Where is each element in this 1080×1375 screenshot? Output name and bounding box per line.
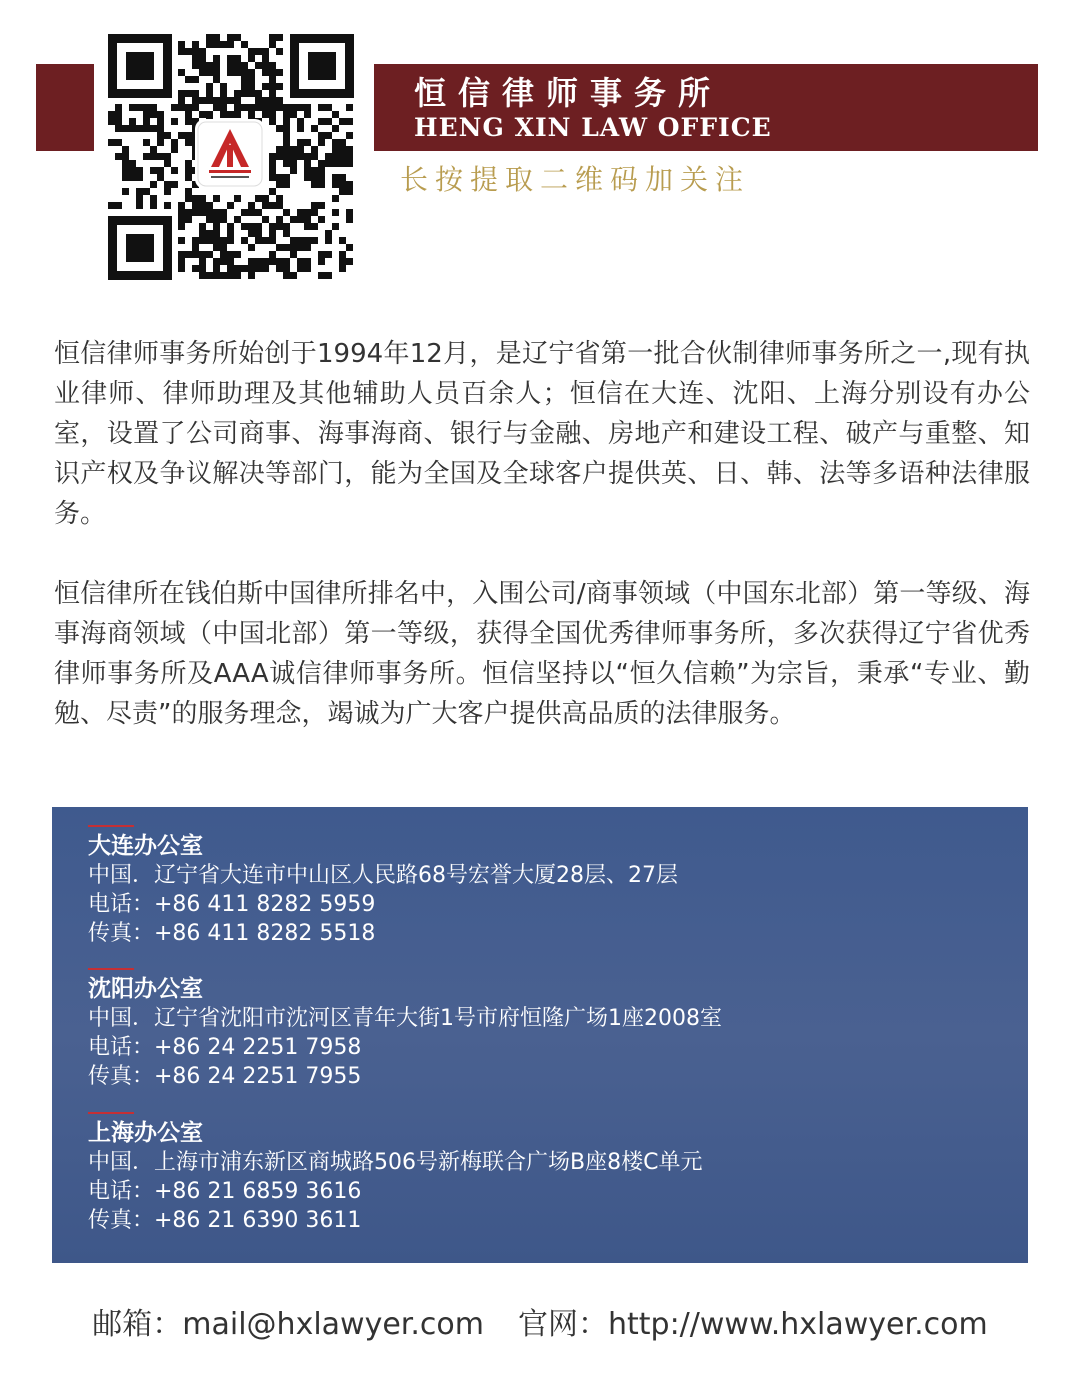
office-fax: 传真：+86 24 2251 7955 [88, 1064, 362, 1089]
office-name: 上海办公室 [88, 1120, 203, 1146]
office-dalian [88, 825, 988, 948]
office-name: 大连办公室 [88, 833, 203, 859]
intro-paragraph-2: 恒信律所在钱伯斯中国律所排名中，入围公司/商事领域（中国东北部）第一等级、海事海商领域（中国北部）第一等级，获得全国优秀律师事务所，多次获得辽宁省优秀律师事务所及AAA诚信律师事务所。恒信坚持以“恒久信赖”为宗旨，秉承“专业、勤勉、尽责”的服务理念，竭诚为广大客户提供高品质的法律服务。 [54, 579, 1030, 729]
office-fax: 传真：+86 411 8282 5518 [88, 921, 376, 946]
office-contact-panel [52, 807, 1028, 1263]
office-phone[interactable]: 电话：+86 24 2251 7958 [88, 1035, 362, 1060]
office-shanghai [88, 1112, 988, 1235]
office-divider [88, 968, 134, 970]
intro-paragraph-1: 恒信律师事务所始创于1994年12月，是辽宁省第一批合伙制律师事务所之一,现有执业律师、律师助理及其他辅助人员百余人；恒信在大连、沈阳、上海分别设有办公室，设置了公司商事、海事海商、银行与金融、房地产和建设工程、破产与重整、知识产权及争议解决等部门，能为全国及全球客户提供英、日、韩、法等多语种法律服务。 [54, 339, 1030, 529]
office-fax: 传真：+86 21 6390 3611 [88, 1208, 362, 1233]
law-firm-logo-icon [197, 121, 263, 187]
office-address: 中国．辽宁省沈阳市沈河区青年大街1号市府恒隆广场1座2008室 [88, 1006, 722, 1031]
footer-website-link[interactable]: 官网：http://www.hxlawyer.com [517, 1307, 988, 1342]
footer-email-link[interactable]: 邮箱：mail@hxlawyer.com [92, 1307, 484, 1342]
firm-name-cn: 恒信律师事务所 [414, 74, 723, 112]
office-address: 中国．上海市浦东新区商城路506号新梅联合广场B座8楼C单元 [88, 1150, 703, 1175]
qr-hint: 长按提取二维码加关注 [400, 163, 751, 196]
office-phone[interactable]: 电话：+86 21 6859 3616 [88, 1179, 362, 1204]
firm-name-en: HENG XIN LAW OFFICE [414, 113, 772, 142]
footer-contact [0, 1303, 1080, 1347]
office-address: 中国．辽宁省大连市中山区人民路68号宏誉大厦28层、27层 [88, 863, 678, 888]
office-name: 沈阳办公室 [88, 976, 203, 1002]
office-shenyang [88, 968, 988, 1091]
office-divider [88, 1112, 134, 1114]
header-banner-left [36, 64, 94, 151]
office-phone[interactable]: 电话：+86 411 8282 5959 [88, 892, 376, 917]
office-divider [88, 825, 134, 827]
